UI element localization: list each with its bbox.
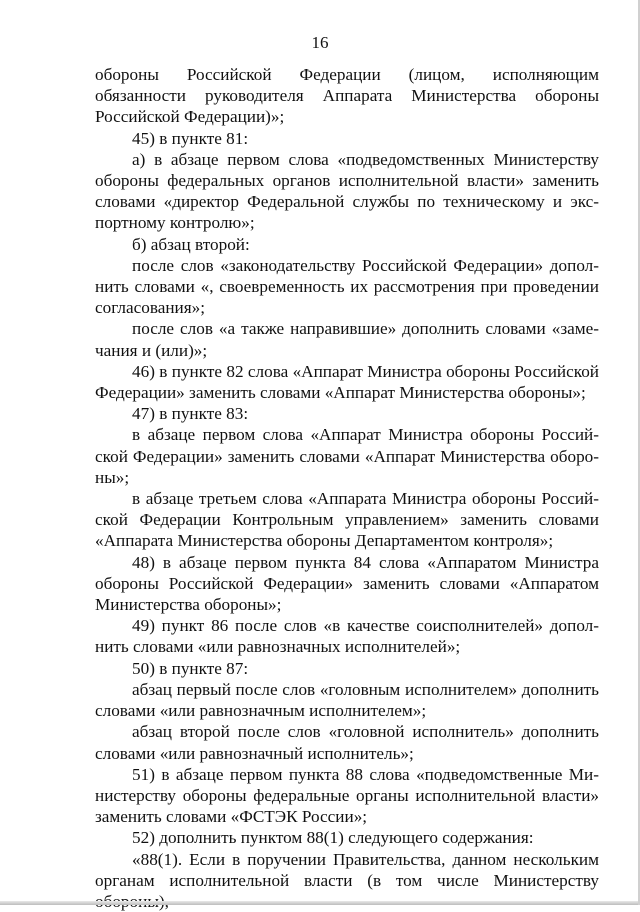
paragraph-item-50: 50) в пункте 87: xyxy=(132,658,249,678)
paragraph-item-50-1: абзац первый после слов «головным исполнителем» дополнить словами «или равнозначным исполнителем»; xyxy=(95,679,599,721)
paragraph-item-45b: б) абзац второй: xyxy=(132,234,250,254)
paragraph-item-50-2: абзац второй после слов «головной исполнитель» дополнить словами «или равнозначный исполнитель»; xyxy=(95,722,599,763)
paragraph-item-49: 49) пункт 86 после слов «в качестве соисполнителей» дополнить словами «или равнозначных исполнителей»; xyxy=(95,616,599,657)
paragraph-item-88-1: «88(1). Если в поручении Правительства, данном нескольким органам исполнительной власти (в том числе Министерству xyxy=(95,849,599,890)
paragraph-item-45a: а) в абзаце первом слова «подведомственных Министерству обороны федеральных органов исполнительной власти» заменить словами «директор Федеральной службы по техническому и экспортному контролю»; xyxy=(95,149,599,233)
page-number: 16 xyxy=(311,33,329,52)
paragraph-item-52: 52) дополнить пунктом 88(1) следующего содержания: xyxy=(132,828,534,848)
paragraph-item-47-2: в абзаце третьем слова «Аппарата Министра обороны Российской Федерации Контрольным управлением» заменить словами «Аппарата Министерства обороны Департаментом контроля»; xyxy=(95,489,599,551)
scan-edge-bottom xyxy=(0,901,640,905)
paragraph-continuation: обороны Российской Федерации (лицом, исполняющим обязанности руководителя Аппарата Министерства обороны Российской Федерации)»; xyxy=(95,65,599,127)
paragraph-item-51: 51) в абзаце первом пункта 88 слова «подведомственные Министерству обороны федеральные органы исполнительной власти» заменить словами «ФСТЭК России»; xyxy=(95,764,599,827)
paragraph-item-45b-2: после слов «а также направившие» дополнить словами «замечания и (или)»; xyxy=(95,319,599,360)
paragraph-item-45b-1: после слов «законодательству Российской Федерации» дополнить словами «, своевременность их рассмотрения при проведении согласования»; xyxy=(95,255,599,318)
document-body xyxy=(95,64,599,912)
paragraph-item-48: 48) в абзаце первом пункта 84 слова «Аппаратом Министра обороны Российской Федерации» заменить словами «Аппаратом Министерства обороны»; xyxy=(95,552,599,615)
paragraph-item-45: 45) в пункте 81: xyxy=(132,128,249,148)
paragraph-item-46: 46) в пункте 82 слова «Аппарат Министра обороны Российской Федерации» заменить словами «Аппарат Министерства обороны»; xyxy=(95,361,599,403)
paragraph-item-47: 47) в пункте 83: xyxy=(132,404,249,424)
paragraph-item-47-1: в абзаце первом слова «Аппарат Министра обороны Российской Федерации» заменить словами «Аппарат Министерства обороны»; xyxy=(95,425,599,487)
